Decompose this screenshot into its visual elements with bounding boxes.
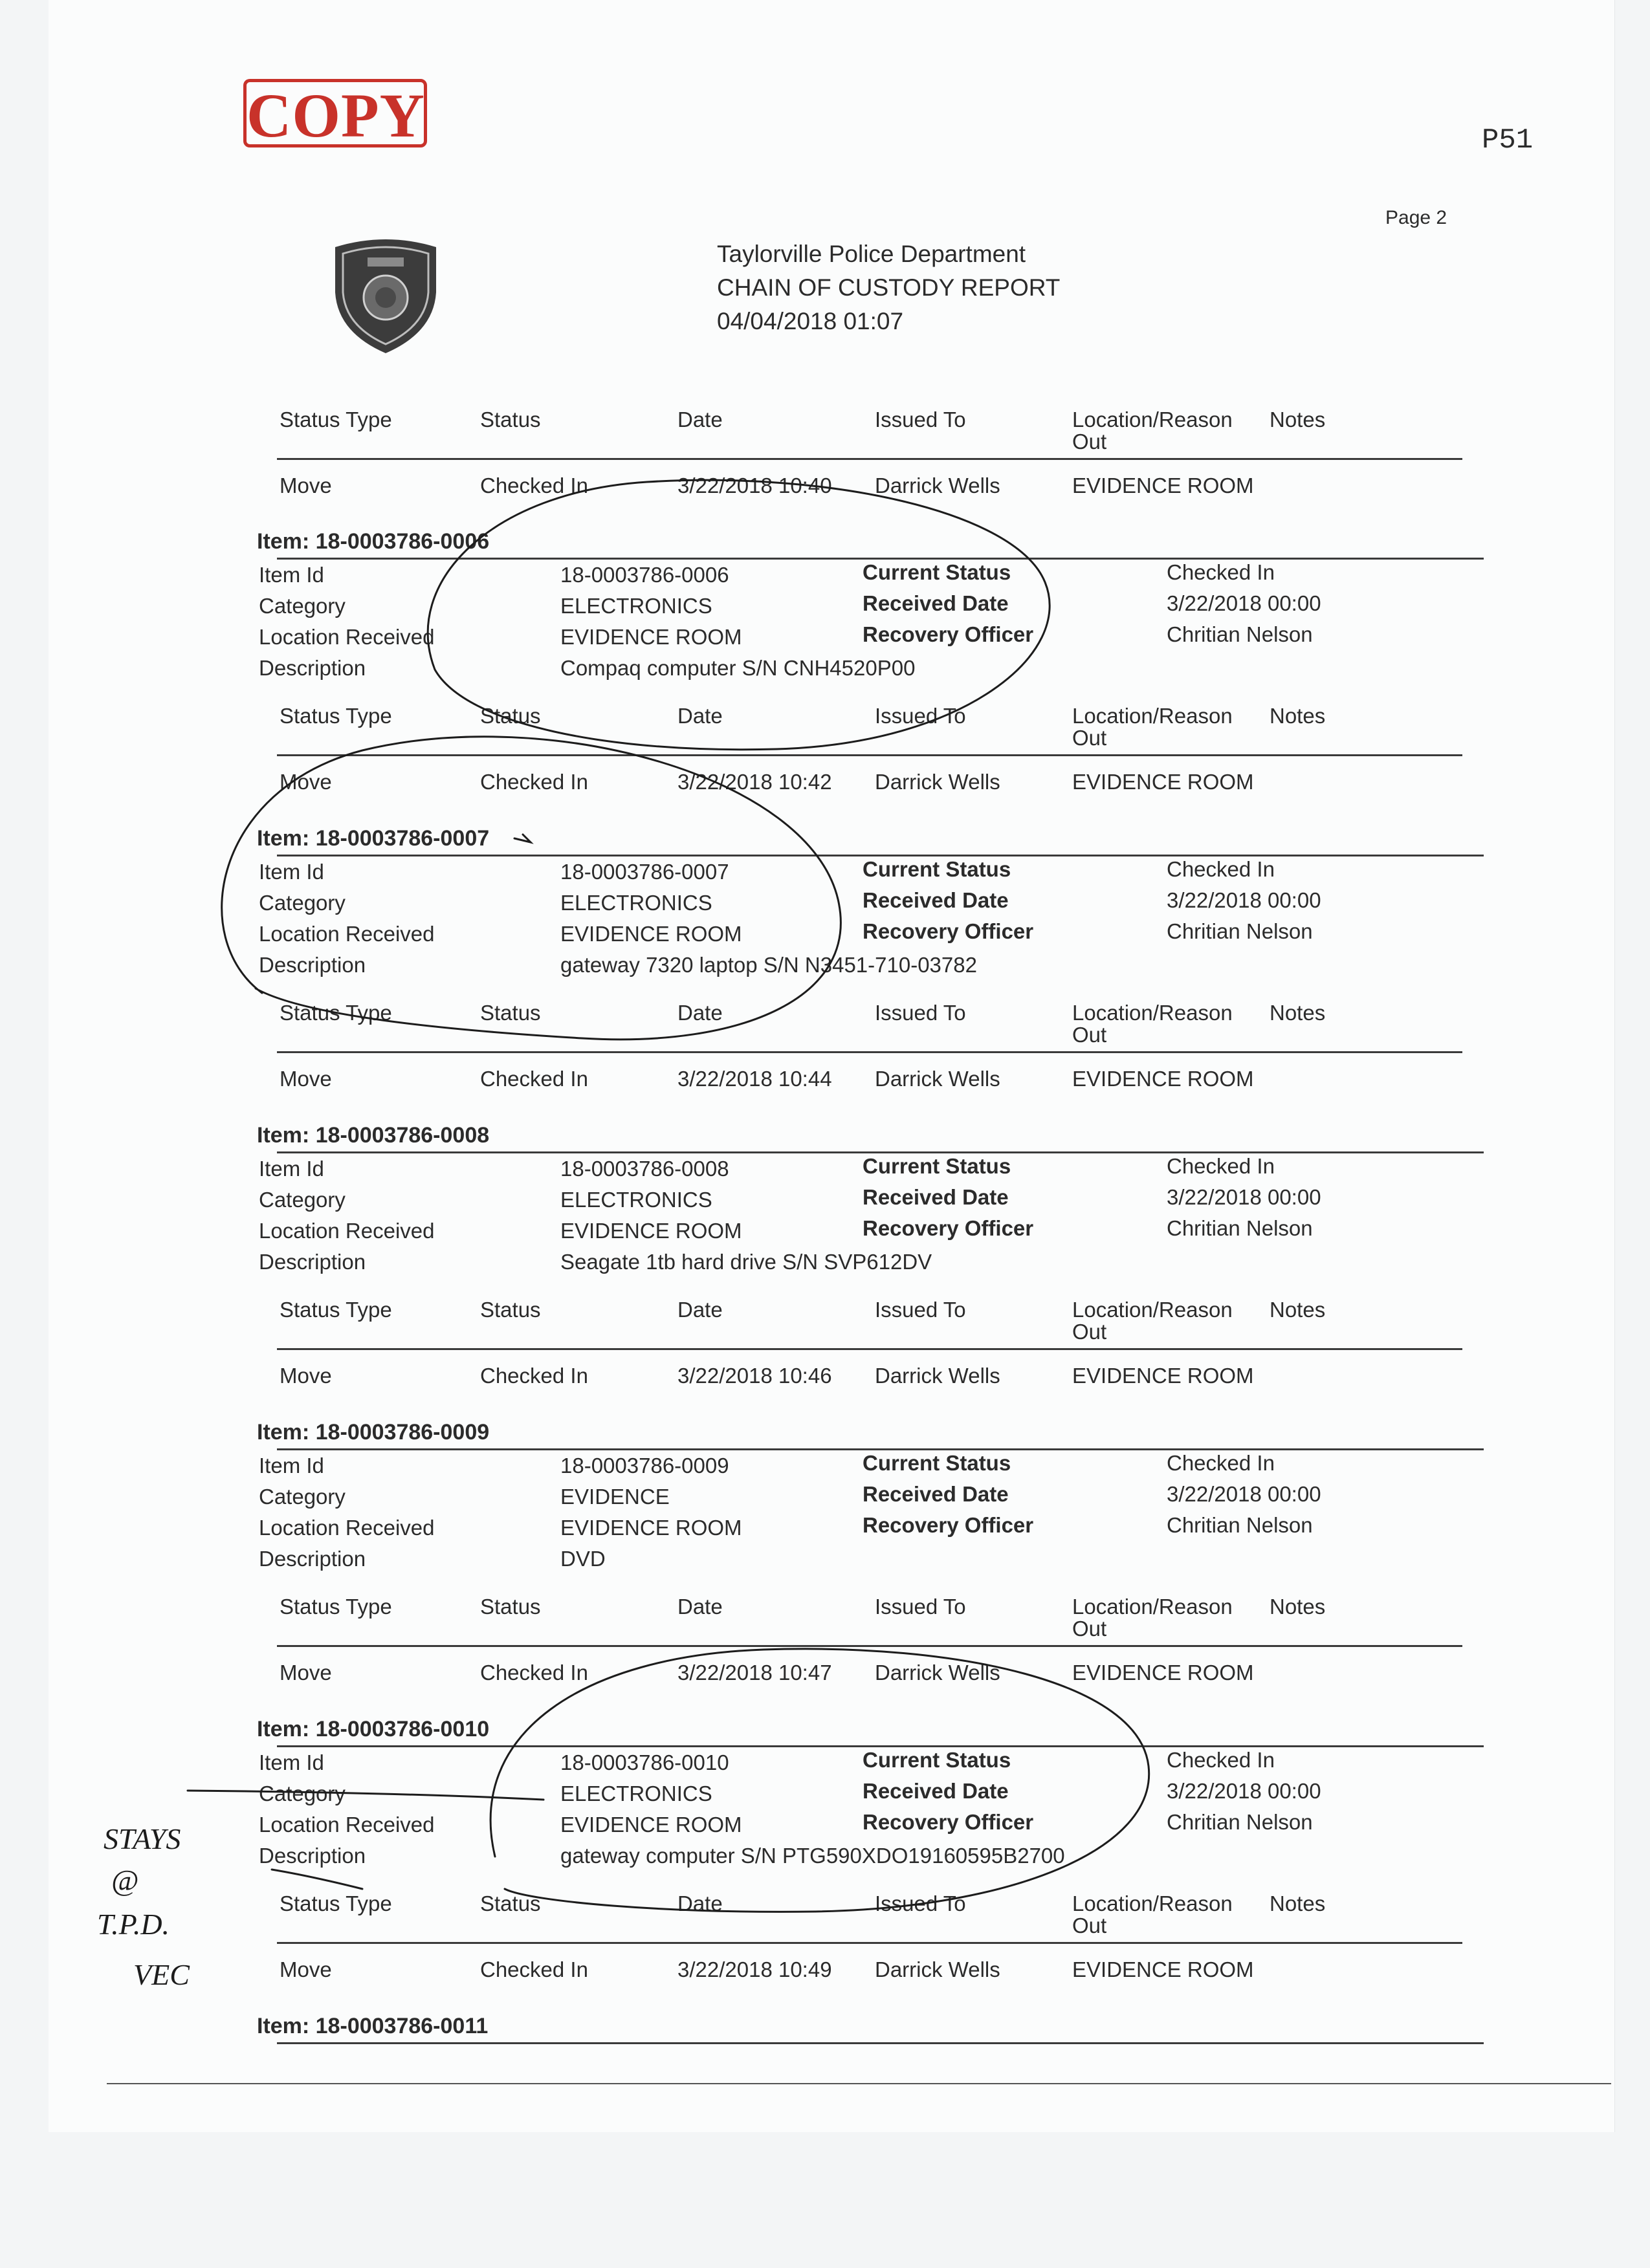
received-date-label: Received Date [863,1779,1009,1803]
location-received-value: EVIDENCE ROOM [560,1219,742,1243]
description-label: Description [259,953,366,977]
location-received-label: Location Received [259,1813,435,1837]
current-status-label: Current Status [863,560,1011,584]
description-value: DVD [560,1547,606,1571]
location-cell: EVIDENCE ROOM [1072,770,1254,794]
status-header: Status [480,1298,541,1322]
location-reason-header: Location/Reason Out [1072,408,1233,453]
department-name: Taylorville Police Department [717,241,1026,267]
location-received-value: EVIDENCE ROOM [560,1813,742,1837]
category-value: EVIDENCE [560,1485,670,1509]
location-cell: EVIDENCE ROOM [1072,1364,1254,1388]
status-header: Status [480,1001,541,1025]
item-title: Item: 18-0003786-0009 [257,1420,490,1445]
status-header: Status [480,408,541,431]
handwritten-note-line: @ [111,1864,139,1897]
location-reason-header: Location/Reason Out [1072,1892,1233,1937]
date-cell: 3/22/2018 10:47 [677,1661,832,1685]
received-date-label: Received Date [863,1185,1009,1209]
item-title: Item: 18-0003786-0007 [257,826,490,851]
category-value: ELECTRONICS [560,1782,712,1805]
issued-to-cell: Darrick Wells [875,1067,1000,1091]
location-cell: EVIDENCE ROOM [1072,1067,1254,1091]
strike-line [272,1870,362,1889]
current-status-value: Checked In [1167,857,1275,881]
location-cell: EVIDENCE ROOM [1072,474,1254,497]
category-label: Category [259,1485,346,1509]
status-cell: Checked In [480,1364,588,1388]
item-id-label: Item Id [259,1750,324,1774]
category-value: ELECTRONICS [560,594,712,618]
issued-to-header: Issued To [875,1595,966,1619]
location-received-value: EVIDENCE ROOM [560,1516,742,1540]
status-cell: Checked In [480,1067,588,1091]
location-cell: EVIDENCE ROOM [1072,1957,1254,1981]
report-datetime: 04/04/2018 01:07 [717,308,904,334]
received-date-label: Received Date [863,591,1009,615]
description-label: Description [259,1844,366,1868]
status-type-cell: Move [280,1957,332,1981]
recovery-officer-label: Recovery Officer [863,1810,1034,1834]
status-type-header: Status Type [280,1001,392,1025]
current-status-label: Current Status [863,1154,1011,1178]
description-value: gateway 7320 laptop S/N N3451-710-03782 [560,953,977,977]
status-header: Status [480,1892,541,1915]
status-header: Status [480,704,541,728]
issued-to-header: Issued To [875,1001,966,1025]
item-id-value: 18-0003786-0010 [560,1750,729,1774]
location-cell: EVIDENCE ROOM [1072,1661,1254,1685]
item-title: Item: 18-0003786-0010 [257,1717,490,1741]
location-reason-header: Location/Reason Out [1072,704,1233,750]
date-cell: 3/22/2018 10:46 [677,1364,832,1388]
current-status-value: Checked In [1167,1748,1275,1772]
recovery-officer-value: Chritian Nelson [1167,1810,1313,1834]
item-id-label: Item Id [259,1454,324,1477]
date-header: Date [677,1892,723,1915]
current-status-value: Checked In [1167,560,1275,584]
page-code: P51 [1482,124,1534,157]
status-type-header: Status Type [280,704,392,728]
handwritten-note-line: T.P.D. [97,1908,170,1941]
item-title: Item: 18-0003786-0008 [257,1123,490,1148]
category-value: ELECTRONICS [560,891,712,915]
recovery-officer-label: Recovery Officer [863,622,1034,646]
notes-header: Notes [1270,704,1326,728]
recovery-officer-label: Recovery Officer [863,1216,1034,1240]
handwritten-note-line: VEC [133,1958,190,1991]
notes-header: Notes [1270,1298,1326,1322]
location-received-label: Location Received [259,922,435,946]
notes-header: Notes [1270,1595,1326,1619]
date-cell: 3/22/2018 10:44 [677,1067,832,1091]
item-id-label: Item Id [259,563,324,587]
received-date-value: 3/22/2018 00:00 [1167,1779,1321,1803]
recovery-officer-value: Chritian Nelson [1167,1216,1313,1240]
location-received-value: EVIDENCE ROOM [560,922,742,946]
location-received-label: Location Received [259,625,435,649]
location-reason-header: Location/Reason Out [1072,1595,1233,1641]
category-label: Category [259,891,346,915]
category-label: Category [259,594,346,618]
issued-to-cell: Darrick Wells [875,1957,1000,1981]
status-cell: Checked In [480,1957,588,1981]
received-date-value: 3/22/2018 00:00 [1167,888,1321,912]
status-type-header: Status Type [280,1892,392,1915]
description-label: Description [259,656,366,680]
current-status-label: Current Status [863,1451,1011,1475]
notes-header: Notes [1270,408,1326,431]
description-value: Seagate 1tb hard drive S/N SVP612DV [560,1250,932,1274]
status-cell: Checked In [480,770,588,794]
date-cell: 3/22/2018 10:49 [677,1957,832,1981]
date-header: Date [677,1595,723,1619]
current-status-value: Checked In [1167,1451,1275,1475]
arrow-mark [514,834,531,842]
received-date-label: Received Date [863,888,1009,912]
location-received-value: EVIDENCE ROOM [560,625,742,649]
category-value: ELECTRONICS [560,1188,712,1212]
recovery-officer-value: Chritian Nelson [1167,919,1313,943]
report-title: CHAIN OF CUSTODY REPORT [717,274,1061,301]
issued-to-cell: Darrick Wells [875,770,1000,794]
item-id-value: 18-0003786-0008 [560,1157,729,1181]
item-id-label: Item Id [259,860,324,884]
received-date-value: 3/22/2018 00:00 [1167,1185,1321,1209]
notes-header: Notes [1270,1892,1326,1915]
recovery-officer-value: Chritian Nelson [1167,1513,1313,1537]
status-type-header: Status Type [280,1298,392,1322]
location-reason-header: Location/Reason Out [1072,1001,1233,1047]
status-cell: Checked In [480,1661,588,1685]
circle-mark [222,737,841,1040]
handwritten-note-line: STAYS [104,1822,181,1855]
status-type-cell: Move [280,770,332,794]
received-date-value: 3/22/2018 00:00 [1167,1482,1321,1506]
date-header: Date [677,1001,723,1025]
circle-mark [428,480,1050,749]
date-cell: 3/22/2018 10:40 [677,474,832,497]
current-status-label: Current Status [863,1748,1011,1772]
current-status-value: Checked In [1167,1154,1275,1178]
issued-to-header: Issued To [875,408,966,431]
date-header: Date [677,1298,723,1322]
location-received-label: Location Received [259,1516,435,1540]
page-bottom-rule [107,2083,1611,2084]
description-value: Compaq computer S/N CNH4520P00 [560,656,916,680]
description-label: Description [259,1250,366,1274]
date-cell: 3/22/2018 10:42 [677,770,832,794]
description-value: gateway computer S/N PTG590XDO19160595B2700 [560,1844,1065,1868]
issued-to-header: Issued To [875,1892,966,1915]
date-header: Date [677,408,723,431]
date-header: Date [677,704,723,728]
issued-to-header: Issued To [875,704,966,728]
issued-to-cell: Darrick Wells [875,1661,1000,1685]
status-header: Status [480,1595,541,1619]
location-reason-header: Location/Reason Out [1072,1298,1233,1344]
status-type-cell: Move [280,474,332,497]
category-label: Category [259,1188,346,1212]
issued-to-header: Issued To [875,1298,966,1322]
received-date-label: Received Date [863,1482,1009,1506]
item-id-value: 18-0003786-0009 [560,1454,729,1477]
strike-line [188,1791,544,1800]
status-type-header: Status Type [280,1595,392,1619]
category-label: Category [259,1782,346,1805]
recovery-officer-label: Recovery Officer [863,1513,1034,1537]
received-date-value: 3/22/2018 00:00 [1167,591,1321,615]
item-title: Item: 18-0003786-0006 [257,529,490,554]
item-id-value: 18-0003786-0007 [560,860,729,884]
status-cell: Checked In [480,474,588,497]
issued-to-cell: Darrick Wells [875,1364,1000,1388]
page-number: Page 2 [1385,207,1447,228]
item-id-label: Item Id [259,1157,324,1181]
notes-header: Notes [1270,1001,1326,1025]
location-received-label: Location Received [259,1219,435,1243]
copy-stamp: COPY [243,79,427,147]
status-type-cell: Move [280,1067,332,1091]
issued-to-cell: Darrick Wells [875,474,1000,497]
status-type-header: Status Type [280,408,392,431]
recovery-officer-label: Recovery Officer [863,919,1034,943]
status-type-cell: Move [280,1661,332,1685]
current-status-label: Current Status [863,857,1011,881]
item-id-value: 18-0003786-0006 [560,563,729,587]
description-label: Description [259,1547,366,1571]
status-type-cell: Move [280,1364,332,1388]
item-title: Item: 18-0003786-0011 [257,2014,489,2038]
circle-mark [490,1649,1149,1912]
recovery-officer-value: Chritian Nelson [1167,622,1313,646]
